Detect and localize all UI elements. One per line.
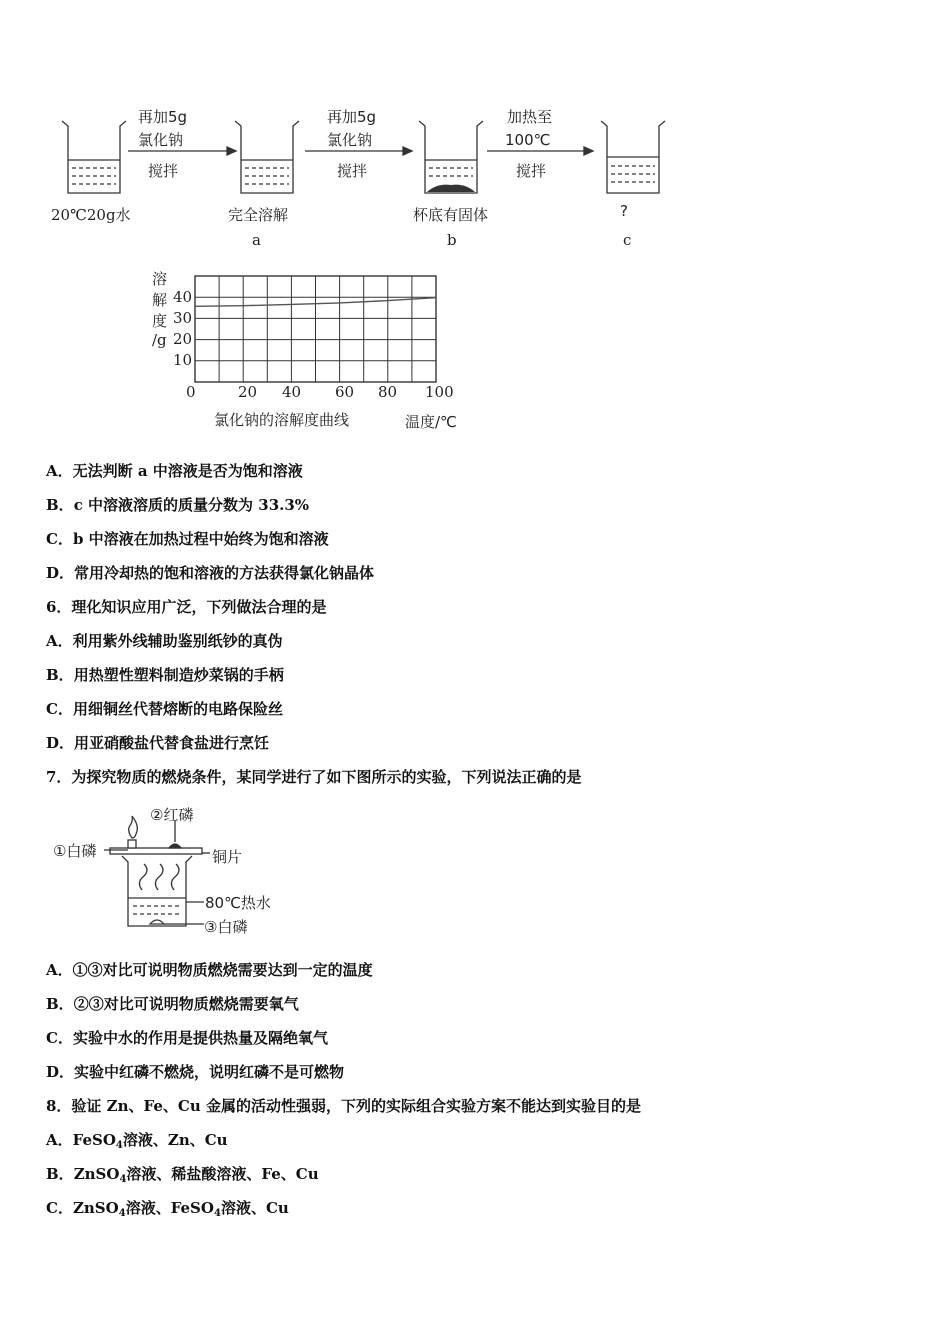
arrow3-label-mid: 100℃ <box>505 131 551 149</box>
label-copper-plate: 铜片 <box>212 848 243 866</box>
label-white-phosphorus-1: ①白磷 <box>53 842 97 860</box>
q8-option-c-text-1: ZnSO <box>72 1199 119 1217</box>
label-white-phosphorus-3: ③白磷 <box>204 918 248 936</box>
arrow3-label-top: 加热至 <box>507 108 553 126</box>
chart-xlabel: 温度/℃ <box>405 413 457 431</box>
q6-option-b-letter: B． <box>46 666 74 684</box>
q5-option-a-text: 无法判断 a 中溶液是否为饱和溶液 <box>72 462 303 480</box>
x-tick-20: 20 <box>238 383 258 401</box>
q7-option-d-letter: D． <box>46 1063 75 1081</box>
q6-option-c[interactable] <box>46 698 283 719</box>
q8-option-b[interactable] <box>46 1163 319 1185</box>
x-tick-40: 40 <box>282 383 302 401</box>
beaker-c-label: ? <box>620 202 628 220</box>
chart-ylabel-2: 解 <box>152 291 168 309</box>
arrow3-label-bottom: 搅拌 <box>516 162 547 180</box>
q6-option-a-letter: A． <box>46 632 73 650</box>
combustion-beaker <box>122 856 192 926</box>
x-tick-100: 100 <box>425 383 454 401</box>
y-tick-10: 10 <box>173 351 193 369</box>
beaker-a <box>235 121 299 193</box>
q7-stem: 7．为探究物质的燃烧条件，某同学进行了如下图所示的实验，下列说法正确的是 <box>46 768 582 786</box>
beaker-b-label: 杯底有固体 <box>413 206 489 224</box>
q6-option-b[interactable] <box>46 664 284 685</box>
white-phosphorus-3 <box>150 920 164 924</box>
q6-option-c-text: 用细铜丝代替熔断的电路保险丝 <box>72 700 283 718</box>
q5-option-c[interactable] <box>46 528 329 549</box>
q8-stem: 8．验证 Zn、Fe、Cu 金属的活动性强弱，下列的实际组合实验方案不能达到实验目的是 <box>46 1097 641 1115</box>
flame-icon <box>129 816 138 838</box>
arrow-1-head <box>227 147 236 155</box>
q8-option-b-letter: B． <box>46 1165 74 1183</box>
q6-option-d-text: 用亚硝酸盐代替食盐进行烹饪 <box>74 734 270 752</box>
chart-title: 氯化钠的溶解度曲线 <box>214 411 350 429</box>
arrow1-label-mid: 氯化钠 <box>138 131 184 149</box>
q8-option-b-sub-1: 4 <box>119 1174 127 1185</box>
q7-option-b[interactable] <box>46 993 299 1014</box>
q6-option-b-text: 用热塑性塑料制造炒菜锅的手柄 <box>73 666 284 684</box>
arrow-3-head <box>584 147 593 155</box>
steam-2 <box>155 864 163 890</box>
q8-option-a[interactable] <box>46 1129 228 1151</box>
q6-stem: 6．理化知识应用广泛，下列做法合理的是 <box>46 598 327 616</box>
arrow2-label-top: 再加5g <box>327 108 377 126</box>
y-tick-40: 40 <box>173 288 193 306</box>
q7-option-c-letter: C． <box>46 1029 73 1047</box>
q7-option-d-text: 实验中红磷不燃烧，说明红磷不是可燃物 <box>74 1063 345 1081</box>
y-tick-30: 30 <box>173 309 193 327</box>
q5-option-d-letter: D． <box>46 564 75 582</box>
beaker-b-tag: b <box>447 231 457 249</box>
beaker0-label: 20℃20g水 <box>51 206 131 224</box>
q7-option-a[interactable] <box>46 959 373 980</box>
beaker-c-tag: c <box>623 231 632 249</box>
label-red-phosphorus: ②红磷 <box>150 806 194 824</box>
q8-option-b-text-2: 溶液、稀盐酸溶液、Fe、Cu <box>126 1165 319 1183</box>
steam-1 <box>139 864 147 890</box>
q7-option-c[interactable] <box>46 1027 328 1048</box>
label-hot-water: 80℃热水 <box>205 894 271 912</box>
chart-grid <box>195 276 436 382</box>
q6-option-a[interactable] <box>46 630 283 651</box>
q5-option-c-text: b 中溶液在加热过程中始终为饱和溶液 <box>72 530 329 548</box>
q6-option-a-text: 利用紫外线辅助鉴别纸钞的真伪 <box>72 632 283 650</box>
q8-option-a-text-1: FeSO <box>72 1131 116 1149</box>
chart-ylabel-1: 溶 <box>152 270 168 288</box>
q8-option-c-text-3: 溶液、Cu <box>220 1199 289 1217</box>
q8-option-c-sub-1: 4 <box>118 1208 126 1219</box>
q5-option-b-text: c 中溶液溶质的质量分数为 33.3% <box>73 496 310 514</box>
q7-option-a-text: ①③对比可说明物质燃烧需要达到一定的温度 <box>72 961 373 979</box>
arrow2-label-bottom: 搅拌 <box>337 162 368 180</box>
q7-option-d[interactable] <box>46 1061 344 1082</box>
beaker-a-label: 完全溶解 <box>228 206 289 224</box>
copper-plate <box>110 848 202 854</box>
q5-option-d[interactable] <box>46 562 374 583</box>
beaker-0 <box>62 121 126 193</box>
q8-option-a-text-2: 溶液、Zn、Cu <box>122 1131 228 1149</box>
q8-option-a-letter: A． <box>46 1131 73 1149</box>
q8-option-c-sub-2: 4 <box>213 1208 221 1219</box>
chart-ylabel-3: 度 <box>152 312 168 330</box>
beaker-b <box>419 121 483 193</box>
q8-option-b-text-1: ZnSO <box>73 1165 120 1183</box>
q5-option-b-letter: B． <box>46 496 74 514</box>
arrow1-label-bottom: 搅拌 <box>148 162 179 180</box>
arrow2-label-mid: 氯化钠 <box>327 131 373 149</box>
chart-ylabel-4: /g <box>152 331 167 349</box>
beaker-a-tag: a <box>252 231 261 249</box>
q5-option-d-text: 常用冷却热的饱和溶液的方法获得氯化钠晶体 <box>74 564 375 582</box>
y-tick-20: 20 <box>173 330 193 348</box>
q7-option-b-text: ②③对比可说明物质燃烧需要氧气 <box>73 995 299 1013</box>
q5-option-c-letter: C． <box>46 530 73 548</box>
arrow-2-head <box>403 147 412 155</box>
q8-option-a-sub-1: 4 <box>115 1140 123 1151</box>
white-phosphorus-1 <box>128 840 136 848</box>
q7-option-c-text: 实验中水的作用是提供热量及隔绝氧气 <box>72 1029 328 1047</box>
q6-option-d-letter: D． <box>46 734 75 752</box>
x-tick-80: 80 <box>378 383 398 401</box>
beaker-c <box>601 121 665 193</box>
x-tick-0: 0 <box>186 383 196 401</box>
q8-option-c-letter: C． <box>46 1199 73 1217</box>
red-phosphorus <box>169 844 181 848</box>
q8-option-c-text-2: 溶液、FeSO <box>125 1199 214 1217</box>
q5-option-a-letter: A． <box>46 462 73 480</box>
x-tick-60: 60 <box>335 383 355 401</box>
q5-option-a[interactable] <box>46 460 303 481</box>
q6-option-d[interactable] <box>46 732 269 753</box>
q7-option-b-letter: B． <box>46 995 74 1013</box>
q6-option-c-letter: C． <box>46 700 73 718</box>
q8-option-c[interactable] <box>46 1197 289 1219</box>
steam-3 <box>171 864 179 890</box>
q5-option-b[interactable] <box>46 494 309 515</box>
arrow1-label-top: 再加5g <box>138 108 188 126</box>
q7-option-a-letter: A． <box>46 961 73 979</box>
